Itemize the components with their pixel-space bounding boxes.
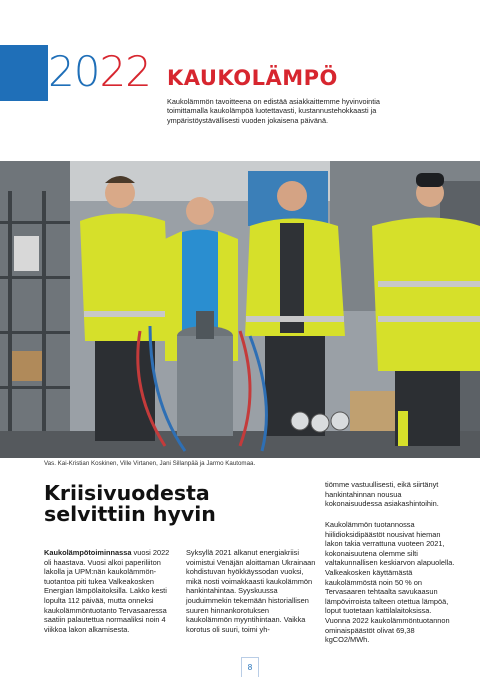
column-1-text: vuosi 2022 oli haastava. Vuosi alkoi paperiliiton lakolla ja UPM:nän kaukolämmön-tuotantoa piti tukea Valkeakosken Energian lämpölaitoksilla. Lakko kesti lopulta 112 päivää, mutta onneksi kaukolämmöntuotanto Tervasaaressa saatiin palautettua normaaliksi noin 4 viikkoa lakon alkamisesta. <box>44 548 170 634</box>
column-2-paragraph: Syksyllä 2021 alkanut energiakriisi voimistui Venäjän aloittaman Ukrainaan kohdistuvan hyökkäyssodan vuoksi, mikä nosti voimakkaasti kaukolämmön hankintahintaa. Syyskuussa jouduimmekin tekemään historiallisen suuren hinnankorotuksen kaukolämmön myyntihintaan. Vaikka korotus oli suuri, toimi yh- <box>186 548 316 634</box>
team-photo <box>0 161 480 458</box>
page-number: 8 <box>241 657 259 677</box>
article-headline: Kriisivuodesta selvittiin hyvin <box>44 481 216 526</box>
article-column-3-top <box>325 480 453 518</box>
photo-caption: Vas. Kai-Kristian Koskinen, Ville Virtanen, Jani Sillanpää ja Jarmo Kautomaa. <box>44 460 256 467</box>
lead-phrase: Kaukolämpötoiminnassa <box>44 548 132 557</box>
column-3-paragraph-1: tiömme vastuullisesti, eikä siirtänyt hankintahinnan nousua kokonaisuudessa asiakashintoihin. <box>325 480 439 509</box>
article-column-2 <box>186 548 316 644</box>
article-column-1 <box>44 548 172 644</box>
column-1-paragraph <box>44 548 172 634</box>
brand-color-block <box>0 45 48 101</box>
year-heading <box>48 46 151 98</box>
article-column-3 <box>325 520 455 654</box>
year-part-2: 22 <box>99 47 151 96</box>
intro-paragraph: Kaukolämmön tavoitteena on edistää asiakkaittemme hyvinvointia toimittamalla kaukolämpöä luotettavasti, kustannustehokkaasti ja ympäristöystävällisesti vuoden jokaisena päivänä. <box>167 97 380 125</box>
year-part-1: 20 <box>48 47 100 96</box>
section-title: KAUKOLÄMPÖ <box>167 66 338 90</box>
column-3-paragraph-2: Kaukolämmön tuotannossa hiilidioksidipäästöt nousivat hieman lakon takia verrattuna vuoteen 2021, kokonaisuutena olemme silti valtakunnallisen keskiarvon alapuolella. Valkeakosken käyttämästä kaukolämmöstä noin 50 % on Tervasaaren tehtaalta savukaasun lämpövirroista talteen otettua lämpöä, loput tuotetaan kattilalaitoksissa. Vuonna 2022 kaukolämmöntuotannon ominaispäästöt olivat 69,38 kgCO2/MWh. <box>325 520 455 645</box>
